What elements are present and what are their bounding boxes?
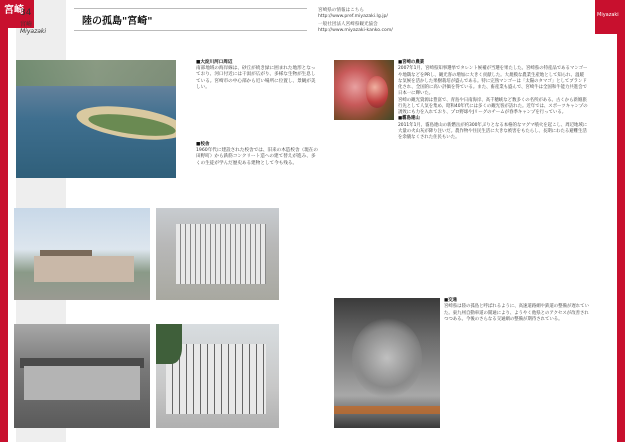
modern-building-photo (156, 208, 279, 300)
link-url: http://www.pref.miyazaki.lg.jp/ (318, 14, 388, 19)
caption-text: 南部地域の海岸線は、砂丘が続き緑に囲まれた地形となっており、河口付近には干潟が広がり、多様な生物が生息している。宮崎市の中心部から近い場所に位置し、景観が美しい。 (196, 66, 316, 90)
article-body-lower (444, 298, 590, 323)
volcano-eruption-photo (334, 298, 440, 428)
article-body (398, 60, 588, 141)
link-item[interactable] (318, 8, 588, 20)
title-rule-top (74, 8, 307, 9)
title-rule-bottom (74, 30, 307, 31)
right-region-tab (595, 0, 625, 34)
region-name-jp: 宮崎 (20, 21, 33, 28)
section-heading: ■宮崎の農業 (398, 60, 425, 65)
caption-heading: ■大淀川河口周辺 (196, 60, 233, 65)
right-accent-band (617, 34, 625, 442)
school-caption (196, 142, 318, 167)
caption-heading: ■校舎 (196, 142, 210, 147)
page-title: 陸の孤島"宮崎" (82, 16, 153, 27)
link-url: http://www.miyazaki-kanko.com/ (318, 28, 393, 33)
region-name-en: Miyazaki (20, 28, 47, 35)
school-building-photo (14, 208, 150, 300)
article-paragraph: 2011年1月、霧島連山の新燃岳が約300年ぶりとなる本格的なマグマ噴火を起こし、周辺地域に大量の火山灰が降り注いだ。農作物や住民生活に大きな被害をもたらし、長期にわたる避難生活を余儀なくされた住民もいた。 (398, 122, 588, 140)
aerial-caption (196, 60, 318, 91)
link-label: 宮崎県の情報はこちら (318, 8, 364, 13)
historic-building-photo (14, 324, 150, 428)
mango-photo (334, 60, 394, 120)
section-heading: ■霧島連山 (398, 116, 420, 122)
aerial-coast-photo (16, 60, 176, 178)
section-heading: ■交通 (444, 298, 457, 303)
article-paragraph: 2007年1月、宮崎県知事選挙でタレント候補が当選を果たした。宮崎県の特産品であるマンゴーや地鶏などをPRし、観光客の増加に大きく貢献した。大規模な農業生産地として知られ、温暖な気候を活かした果樹栽培が盛んである。特に完熟マンゴーは「太陽のタマゴ」としてブランド化され、全国的に高い評価を得ている。また、畜産業も盛んで、宮崎牛は全国和牛能力共進会で日本一に輝いた。 (398, 66, 588, 97)
left-accent-band (0, 0, 8, 442)
page-number: 34 (20, 8, 32, 18)
right-tab-label: Miyazaki (597, 12, 619, 18)
caption-text: 1960年代に建設された校舎では、旧来の木造校舎（現在の田野町）から鉄筋コンクリート造への建て替えが進み、多くの生徒が学んだ歴史ある建物として今も残る。 (196, 148, 318, 166)
link-item[interactable] (318, 22, 588, 34)
region-tab-label: 宮崎 (4, 5, 24, 16)
link-label: 一般社団法人宮崎県観光協会 (318, 22, 378, 27)
article-paragraph: 宮崎の観光資源は豊富で、青島や日南海岸、高千穂峡など数多くの名所がある。古くから新婚旅行先として人気を集め、昭和40年代には多くの観光客が訪れた。近年では、スポーツキャンプの誘致にも力を入れており、プロ野球やJリーグのチームが春季キャンプを行っている。 (398, 97, 588, 115)
clock-tower-photo (156, 324, 279, 428)
article-paragraph: 宮崎県は陸の孤島と呼ばれるように、高速道路網や鉄道の整備が遅れていた。東九州自動車道の開通により、ようやく他県とのアクセスが改善されつつある。今後のさらなる交通網の整備が期待されている。 (444, 304, 589, 322)
reference-links (318, 8, 588, 36)
